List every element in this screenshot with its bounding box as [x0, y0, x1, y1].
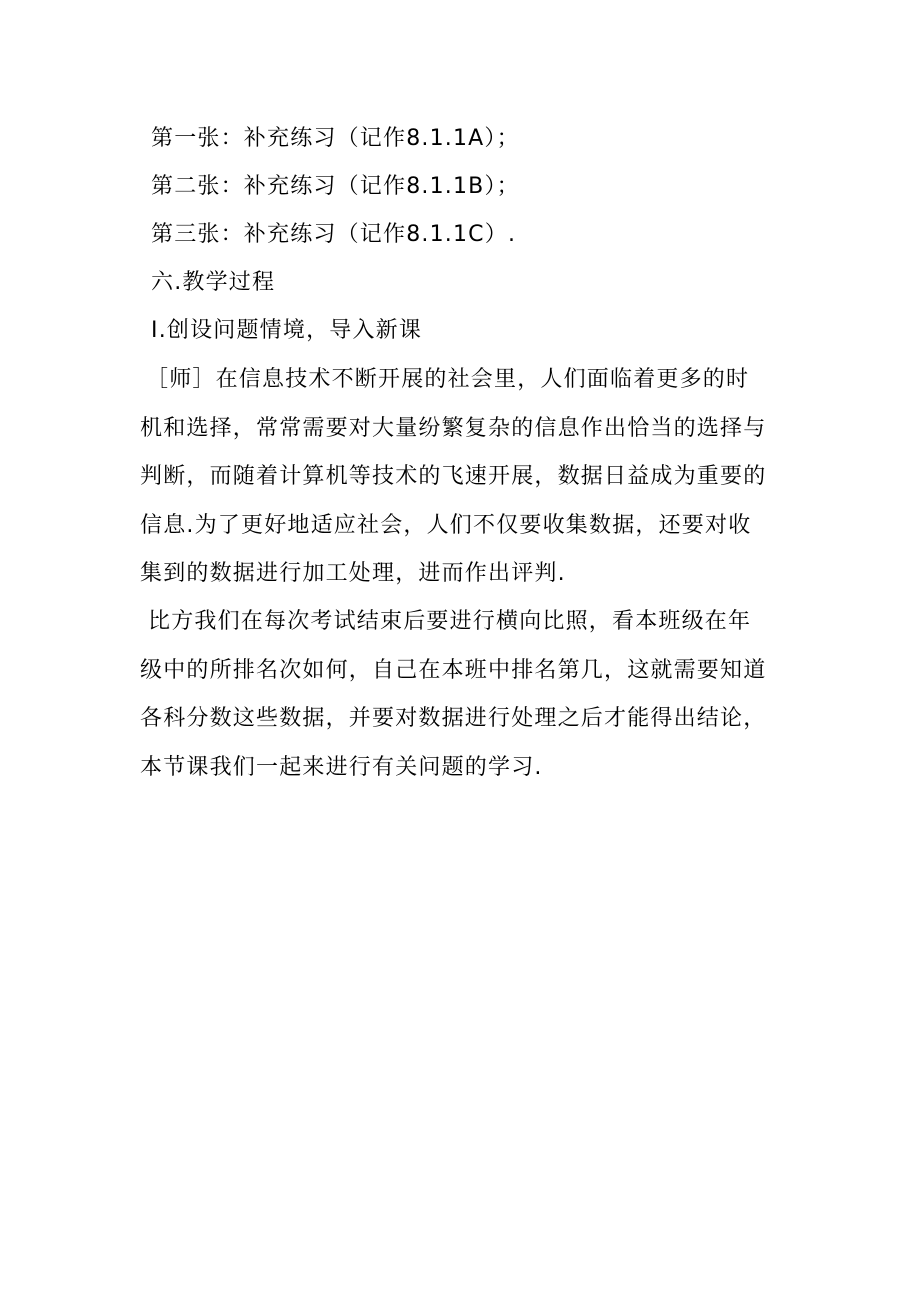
- material-item-2: 第二张：补充练习（记作8.1.1B）；: [151, 174, 520, 199]
- material-item-1: 第一张：补充练习（记作8.1.1A）；: [151, 126, 520, 151]
- paragraph-example: [140, 598, 780, 792]
- subsection-heading: Ⅰ.创设问题情境，导入新课: [151, 318, 423, 343]
- material-item-3: 第三张：补充练习（记作8.1.1C）.: [151, 222, 517, 247]
- paragraph-line: 本节课我们一起来进行有关问题的学习.: [140, 754, 543, 780]
- paragraph-line: 信息.为了更好地适应社会，人们不仅要收集数据，还要对收: [140, 512, 752, 538]
- paragraph-line: 各科分数这些数据，并要对数据进行处理之后才能得出结论，: [140, 706, 767, 731]
- paragraph-line: 机和选择，常常需要对大量纷繁复杂的信息作出恰当的选择与: [140, 415, 767, 441]
- section-heading: 六.教学过程: [151, 270, 276, 295]
- paragraph-line: 判断，而随着计算机等技术的飞速开展，数据日益成为重要的: [140, 464, 767, 489]
- paragraph-teacher-intro: [140, 356, 780, 599]
- paragraph-line: 级中的所排名次如何，自己在本班中排名第几，这就需要知道: [140, 657, 767, 683]
- paragraph-line: 比方我们在每次考试结束后要进行横向比照，看本班级在年: [148, 609, 752, 634]
- paragraph-line: ［师］在信息技术不断开展的社会里，人们面临着更多的时: [146, 367, 750, 392]
- paragraph-line: 集到的数据进行加工处理，进而作出评判.: [140, 561, 566, 586]
